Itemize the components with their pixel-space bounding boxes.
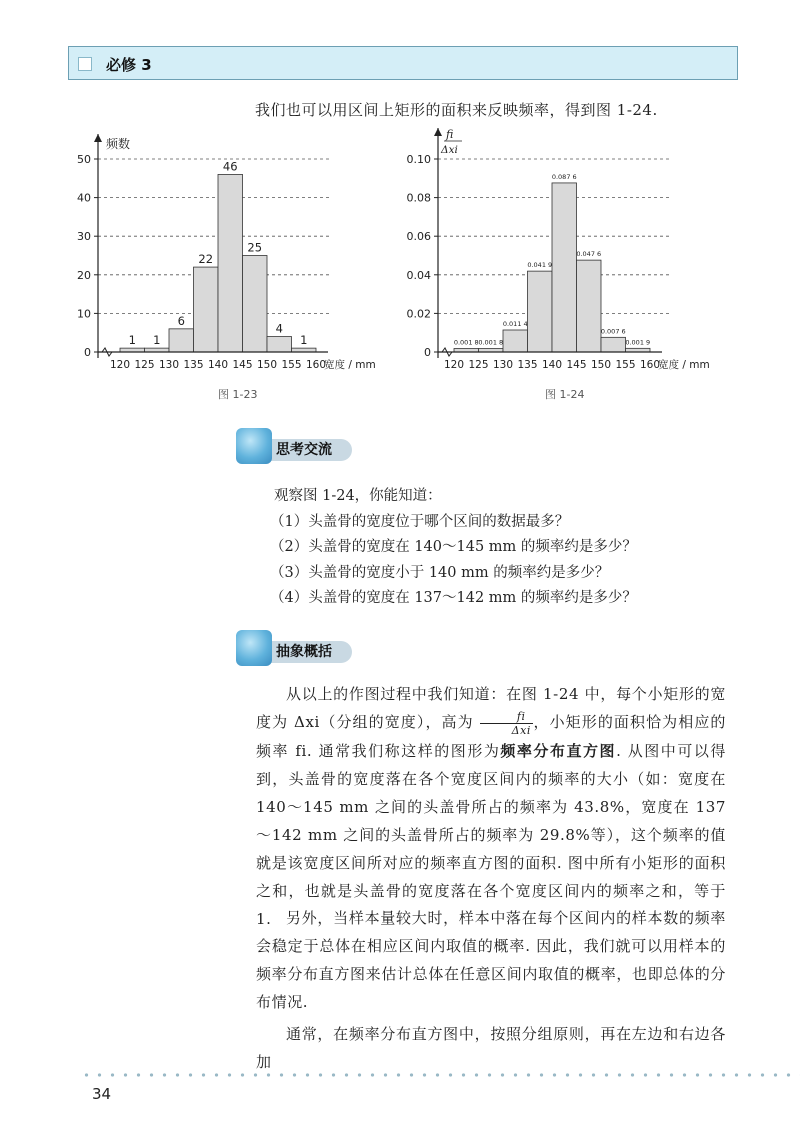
x-tick-label: 130 <box>158 359 180 371</box>
abstract-summary-badge <box>236 630 354 668</box>
bar-value-label: 25 <box>247 240 263 255</box>
y-tick-label: 0.04 <box>406 268 431 282</box>
y-tick-label: 20 <box>77 268 91 282</box>
histogram-bar <box>218 174 243 352</box>
bar-value-label: 0.011 4 <box>502 319 528 328</box>
bar-value-label: 1 <box>128 333 136 348</box>
question-item: （2）头盖骨的宽度在 140～145 mm 的频率约是多少？ <box>270 539 637 555</box>
y-axis-arrow <box>434 128 442 136</box>
intro-sentence: 我们也可以用区间上矩形的面积来反映频率，得到图 1-24. <box>255 101 658 119</box>
x-tick-label: 150 <box>256 359 278 371</box>
bar-value-label: 0.047 6 <box>576 250 602 259</box>
x-tick-label: 120 <box>109 359 131 371</box>
abstract-paragraph-2: 另外，当样本量较大时，样本中落在每个区间内的样本数的频率会稳定于总体在相应区间内取值的概率. 因此，我们就可以用样本的频率分布直方图来估计总体在任意区间内取值的概率，也即总体的分布情况. <box>256 909 726 1011</box>
bar-value-label: 46 <box>222 159 238 174</box>
question-item: （3）头盖骨的宽度小于 140 mm 的频率约是多少？ <box>270 564 610 581</box>
y-tick-label: 30 <box>77 230 91 244</box>
question-item: （4）头盖骨的宽度在 137～142 mm 的频率约是多少？ <box>270 590 637 606</box>
page-number: 34 <box>92 1085 112 1103</box>
histogram-bar <box>169 329 194 352</box>
abstract-paragraph-1 <box>256 680 726 933</box>
chapter-header-bar <box>68 46 738 80</box>
question-item: （1）头盖骨的宽度位于哪个区间的数据最多？ <box>270 513 570 530</box>
bar-value-label: 0.087 6 <box>551 172 577 181</box>
y-tick-label: 50 <box>77 153 91 166</box>
discussion-cube-icon <box>236 428 272 464</box>
bar-value-label: 0.001 9 <box>625 338 651 347</box>
abstract-paragraph-3: 通常，在频率分布直方图中，按照分组原则，再在左边和右边各加 <box>256 1025 726 1071</box>
x-tick-label: 155 <box>615 359 636 371</box>
think-exchange-badge <box>236 428 354 466</box>
x-tick-label: 145 <box>232 359 253 371</box>
bar-value-label: 6 <box>177 313 185 328</box>
figure-caption-1-23: 图 1-23 <box>218 388 258 401</box>
paragraph-text: . 从图中可以得到，头盖骨的宽度落在各个宽度区间内的频率的大小（如：宽度在 140～145 mm 之间的头盖骨所占的频率为 43.8%，宽度在 137～142 mm 之间的头盖骨所占的频率为 29.8%等），这个频率的值就是该宽度区间所对应的频率直方图的面积. 图中所有小矩形的面积之和，也就是头盖骨的宽度落在各个宽度区间内的频率之和，等于 1. <box>256 741 726 928</box>
chapter-title: 必修 3 <box>106 56 152 74</box>
x-tick-label: 140 <box>541 359 563 371</box>
y-axis-arrow <box>94 134 102 142</box>
y-tick-label: 40 <box>77 191 91 205</box>
histogram-bar <box>577 260 602 352</box>
fraction-denominator: Δxi <box>511 723 532 737</box>
x-tick-label: 130 <box>492 359 514 371</box>
y-axis-label-numerator: fi <box>446 128 454 141</box>
y-tick-label: 0.08 <box>406 191 431 205</box>
bar-value-label: 0.041 9 <box>527 261 553 270</box>
histogram-bar <box>601 337 626 352</box>
x-tick-label: 160 <box>305 359 327 371</box>
histogram-bar <box>552 183 577 352</box>
key-term: 频率分布直方图 <box>500 741 617 760</box>
abstract-summary-title: 抽象概括 <box>276 644 332 660</box>
histogram-bar <box>267 337 292 352</box>
y-tick-label: 0 <box>84 346 91 359</box>
x-tick-label: 140 <box>207 359 229 371</box>
histogram-bar <box>528 271 553 352</box>
bar-value-label: 1 <box>153 333 161 348</box>
fraction-numerator: fi <box>480 710 533 724</box>
x-tick-label: 145 <box>566 359 587 371</box>
frequency-density-histogram <box>400 128 730 380</box>
y-tick-label: 0.10 <box>406 153 431 166</box>
bar-value-label: 0.001 8 <box>478 338 504 347</box>
x-tick-label: 135 <box>183 359 204 371</box>
x-tick-label: 155 <box>281 359 302 371</box>
question-list <box>270 484 637 612</box>
x-tick-label: 150 <box>590 359 612 371</box>
x-tick-label: 135 <box>517 359 538 371</box>
bar-value-label: 0.007 6 <box>600 327 626 336</box>
figure-caption-1-24: 图 1-24 <box>545 388 585 401</box>
y-tick-label: 10 <box>77 307 91 321</box>
abstract-cube-icon <box>236 630 272 666</box>
y-axis-label-denominator: Δxi <box>441 144 458 156</box>
y-axis-label: 频数 <box>106 137 131 151</box>
question-lead: 观察图 1-24，你能知道： <box>274 488 442 504</box>
think-exchange-title: 思考交流 <box>276 442 332 458</box>
x-tick-label: 160 <box>639 359 661 371</box>
frequency-histogram <box>70 128 400 380</box>
header-square-icon <box>78 57 92 71</box>
x-axis-label: 宽度 / mm <box>324 359 376 371</box>
footer-dotted-rule <box>80 1073 800 1077</box>
x-tick-label: 125 <box>468 359 489 371</box>
x-tick-label: 120 <box>443 359 465 371</box>
paragraph-text: 从以上的作图过程中我们知道：在图 1-24 中，每个小矩形的宽度为 Δxi（分组的宽度），高为 <box>256 685 726 731</box>
x-axis-label: 宽度 / mm <box>658 359 710 371</box>
x-tick-label: 125 <box>134 359 155 371</box>
y-tick-label: 0 <box>424 346 431 359</box>
y-tick-label: 0.06 <box>406 230 431 244</box>
histogram-bar <box>194 267 219 352</box>
bar-value-label: 1 <box>300 333 308 348</box>
bar-value-label: 22 <box>198 252 214 267</box>
histogram-bar <box>243 256 268 353</box>
bar-value-label: 0.001 8 <box>453 338 479 347</box>
histogram-bar <box>503 330 528 352</box>
paragraph-text: ，小矩形的面积恰为相应的频率 fi. 通常我们称这样的图形为 <box>256 713 727 760</box>
bar-value-label: 4 <box>275 321 283 336</box>
fraction-fi-over-dxi <box>480 710 533 737</box>
y-tick-label: 0.02 <box>406 307 431 321</box>
